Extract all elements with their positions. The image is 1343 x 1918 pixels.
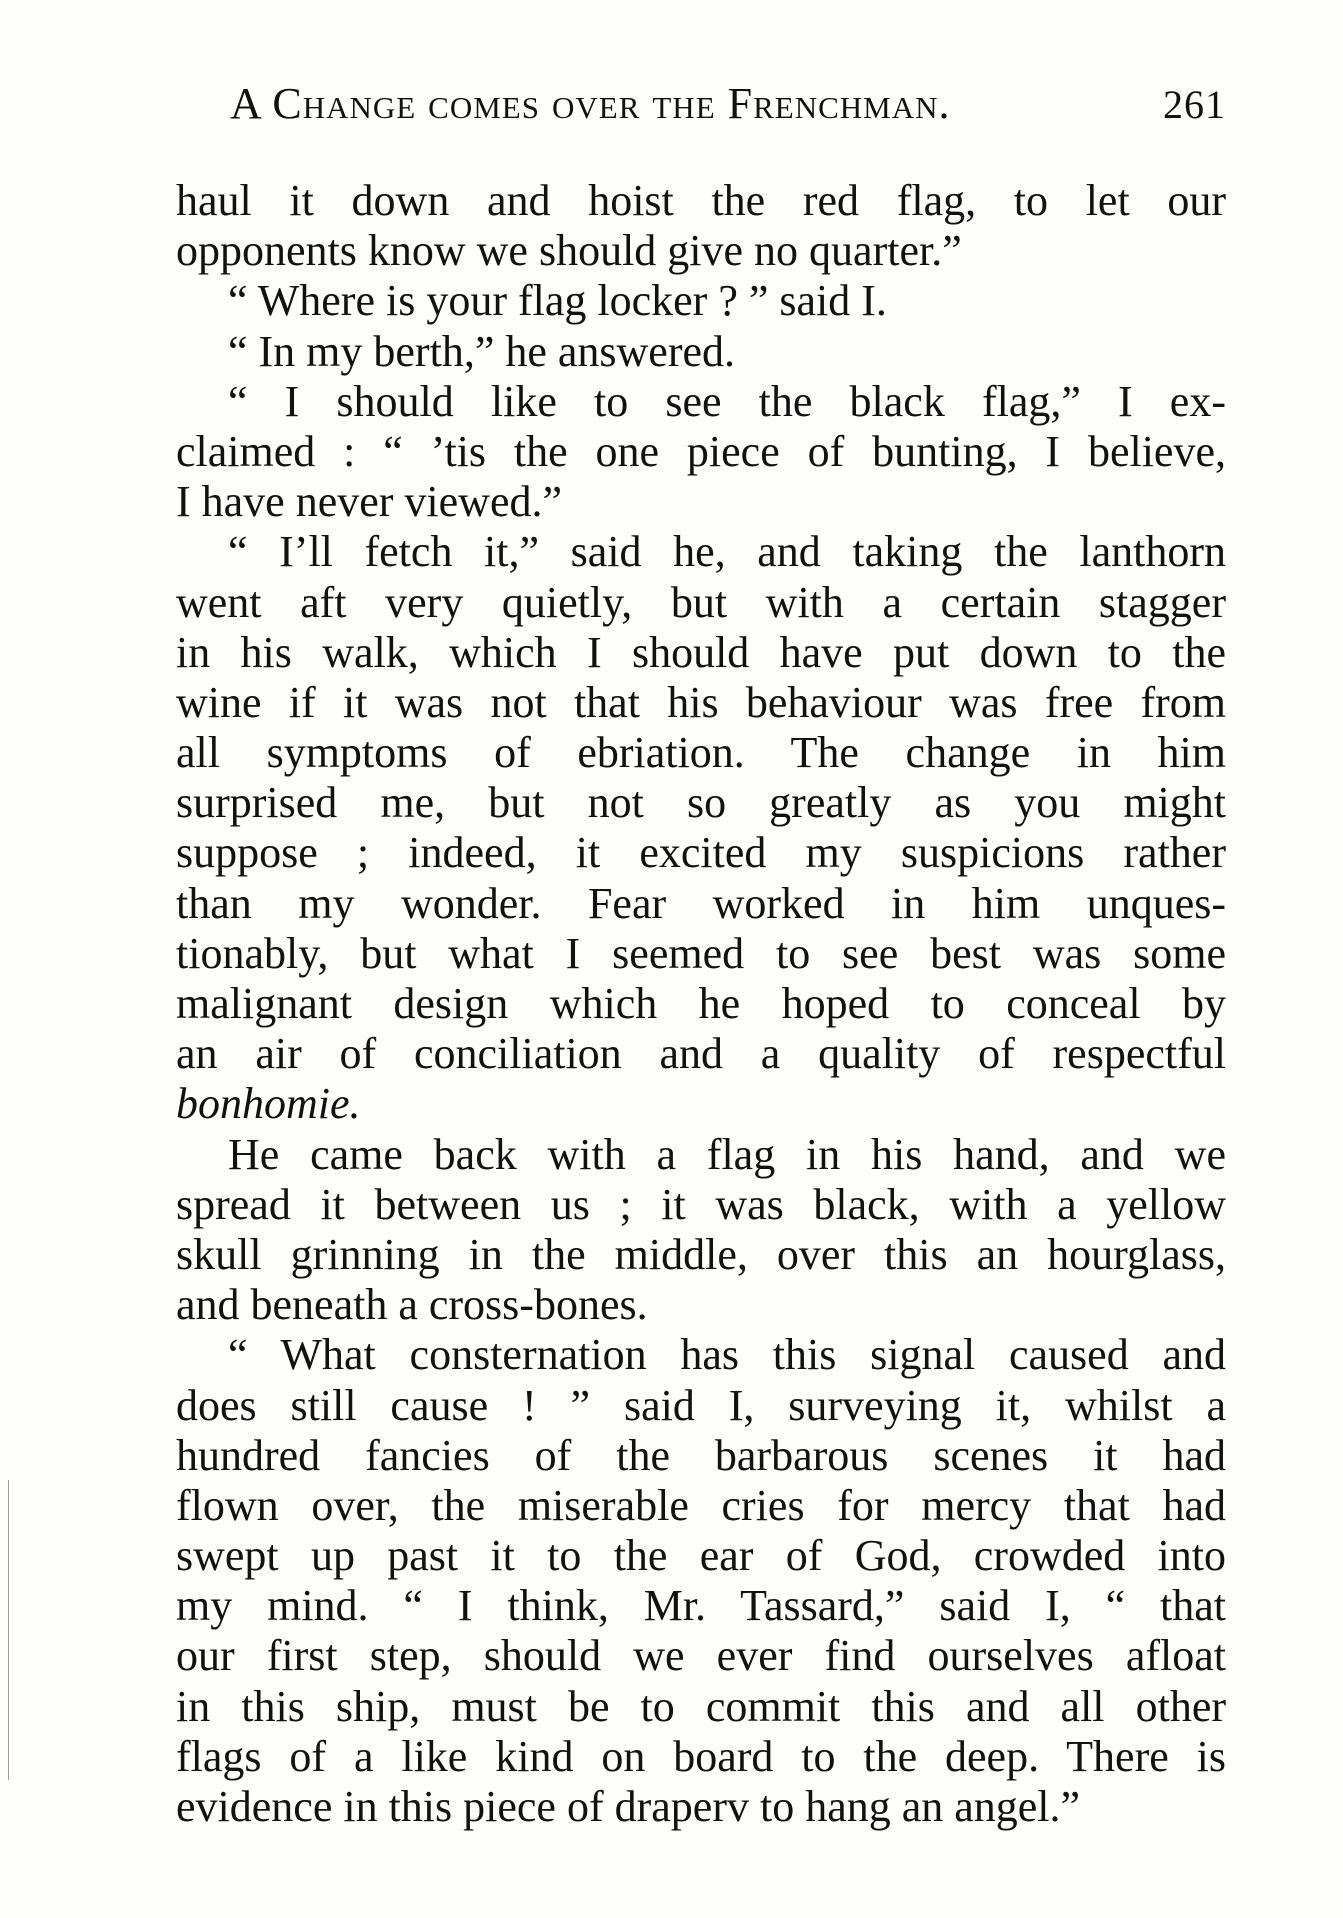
text-line-content: “ I should like to see the black flag,” I ex- [228,376,1226,426]
text-line-content: suppose ; indeed, it excited my suspicions rather [176,828,1226,878]
text-line [176,1431,1226,1481]
text-line [176,929,1226,979]
text-line-content: spread it between us ; it was black, with a yellow [176,1179,1226,1229]
text-line [176,527,1226,577]
text-line-content: skull grinning in the middle, over this an hourglass, [176,1229,1226,1279]
text-line [176,879,1226,929]
text-line-content: than my wonder. Fear worked in him unques- [176,878,1226,928]
text-line [176,728,1226,778]
text-line [176,276,1226,326]
page-number: 261 [1163,82,1226,127]
text-line [176,1732,1226,1782]
text-line [176,828,1226,878]
text-line [176,1280,1226,1330]
text-line [176,1230,1226,1280]
text-line-content: swept up past it to the ear of God, crowded into [176,1531,1226,1581]
text-line-content: and beneath a cross-bones. [176,1280,648,1330]
text-line-content: He came back with a flag in his hand, and we [228,1129,1226,1179]
text-line-content: surprised me, but not so greatly as you might [176,778,1226,828]
text-line [176,327,1226,377]
text-line [176,1682,1226,1732]
text-line-content: “ I’ll fetch it,” said he, and taking the lanthorn [228,527,1226,577]
text-line-content: “ In my berth,” he answered. [228,326,736,376]
text-line [176,1381,1226,1431]
text-line [176,377,1226,427]
text-line [176,226,1226,276]
text-line-content: in his walk, which I should have put down to the [176,627,1226,677]
text-line [176,578,1226,628]
text-line [176,1130,1226,1180]
text-line-content: went aft very quietly, but with a certain stagger [176,577,1226,627]
text-line [176,778,1226,828]
text-line [176,477,1226,527]
text-line-content: flown over, the miserable cries for mercy that had [176,1480,1226,1530]
text-line-content: I have never viewed.” [176,477,563,527]
text-line-content: haul it down and hoist the red flag, to let our [176,176,1226,225]
margin-rule [8,1480,9,1780]
text-line-content: my mind. “ I think, Mr. Tassard,” said I, “ that [176,1581,1226,1631]
text-line [176,176,1226,226]
body-text [176,176,1226,1832]
text-line-content: “ What consternation has this signal caused and [228,1330,1226,1380]
text-line-content: an air of conciliation and a quality of respectful [176,1029,1226,1079]
text-line [176,678,1226,728]
text-line [176,1531,1226,1581]
text-line [176,1180,1226,1230]
running-head [230,78,1226,138]
text-line-content: tionably, but what I seemed to see best was some [176,928,1226,978]
text-line-content: in this ship, must be to commit this and all other [176,1681,1226,1731]
text-line [176,1079,1226,1129]
text-line-content: opponents know we should give no quarter.” [176,226,962,276]
text-line [176,1581,1226,1631]
text-line [176,1782,1226,1832]
text-line-content: hundred fancies of the barbarous scenes it had [176,1430,1226,1480]
running-head-title: A Change comes over the Frenchman. [230,79,951,128]
text-line [176,1330,1226,1380]
text-line-content: our first step, should we ever find ourselves afloat [176,1631,1226,1681]
text-line-content: flags of a like kind on board to the deep. There is [176,1731,1226,1781]
text-line-content: all symptoms of ebriation. The change in him [176,728,1226,778]
text-line-content: claimed : “ ’tis the one piece of bunting, I believe, [176,426,1226,476]
text-line [176,1029,1226,1079]
text-line [176,1481,1226,1531]
text-line-content: wine if it was not that his behaviour was free from [176,677,1226,727]
text-line [176,628,1226,678]
text-line-content: “ Where is your flag locker ? ” said I. [228,276,887,326]
text-line-content: bonhomie. [176,1079,361,1129]
text-line [176,427,1226,477]
text-line-content: does still cause ! ” said I, surveying it, whilst a [176,1380,1226,1430]
text-line-content: evidence in this piece of draperv to hang an angel.” [176,1782,1081,1831]
text-line [176,1631,1226,1681]
text-line [176,979,1226,1029]
text-line-content: malignant design which he hoped to conceal by [176,979,1226,1028]
